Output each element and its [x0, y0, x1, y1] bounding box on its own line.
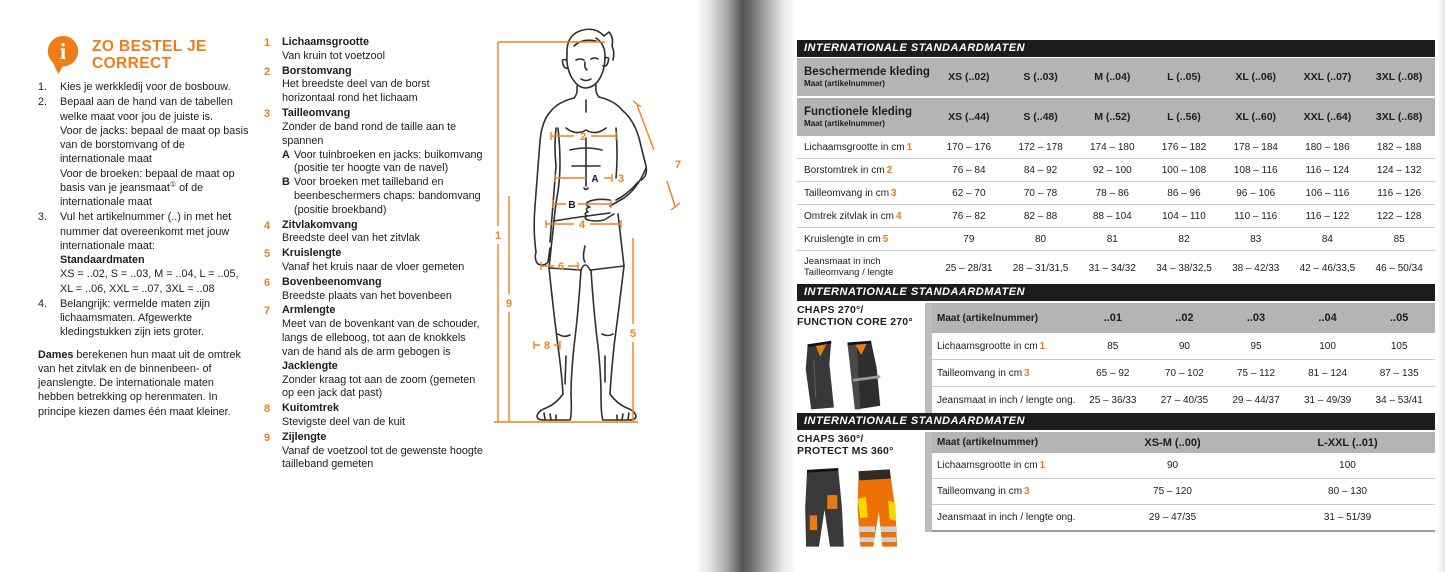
instruction-step	[38, 210, 252, 296]
group-title: Beschermende kleding	[804, 66, 930, 79]
legend-title: Zijlengte	[282, 430, 327, 443]
functional-clothing-header-row	[797, 98, 1435, 136]
table-cell: 105	[1390, 340, 1408, 352]
table-cell: 70 – 78	[1023, 187, 1058, 199]
size-header-row	[925, 303, 1435, 333]
table-cell: 31 – 34/32	[1088, 262, 1136, 274]
chaps-270-image	[797, 333, 909, 413]
page-title-line2: CORRECT	[92, 55, 172, 73]
table-cell: 90	[1178, 340, 1190, 352]
table-cell: 28 – 31/31,5	[1012, 262, 1069, 274]
table-cell: 85	[1107, 340, 1119, 352]
legend-desc: Het breedste deel van de borst horizontaal rond het lichaam	[282, 78, 430, 105]
size-col: ..02	[1175, 312, 1194, 324]
product-title-line1: CHAPS 360°/	[797, 433, 864, 445]
size-col: XL (..06)	[1235, 71, 1277, 83]
legend-item	[264, 304, 484, 401]
figure-label-2: 2	[579, 131, 587, 143]
legend-number: 3	[264, 108, 271, 121]
table-cell: 80	[1035, 233, 1047, 245]
row-ref: 5	[882, 233, 889, 245]
legend-letter: A	[282, 148, 290, 161]
table-header-bar: INTERNATIONALE STANDAARDMATEN	[797, 413, 1435, 430]
size-col: 3XL (..68)	[1375, 111, 1423, 123]
legend-number: 1	[264, 37, 271, 49]
table-cell: 34 – 38/32,5	[1156, 262, 1212, 274]
legend-desc: Van kruin tot voetzool	[282, 49, 386, 62]
size-col: 3XL (..08)	[1375, 71, 1423, 83]
table-cell: 87 – 135	[1379, 367, 1419, 379]
size-col: XXL (..07)	[1303, 71, 1352, 83]
table-cell: 116 – 124	[1305, 164, 1350, 176]
table-cell: 70 – 102	[1164, 367, 1204, 379]
row-label: Jeansmaat in inch	[804, 256, 881, 268]
legend-number: 9	[264, 431, 271, 444]
size-col: ..03	[1246, 312, 1266, 324]
size-col: XS (..02)	[948, 71, 990, 83]
figure-label-1: 1	[494, 230, 502, 242]
table-cell: 88 – 104	[1092, 210, 1132, 222]
standard-sizes-table	[797, 40, 1435, 287]
table-cell: 182 – 188	[1376, 141, 1422, 153]
row-ref: 3	[1024, 367, 1030, 379]
measure-line-B	[553, 200, 611, 208]
ordering-instructions	[38, 80, 252, 430]
table-cell: 86 – 96	[1167, 187, 1201, 199]
page-title-line1: ZO BESTEL JE	[92, 38, 207, 55]
step-text-line: Vul het artikelnummer (..) in met het nummer dat overeenkomt met jouw internationale maat:	[60, 211, 232, 252]
step-text-line: XS = ..02, S = ..03, M = ..04, L = ..05, XL = ..06, XXL = ..07, 3XL = ..08	[60, 268, 239, 295]
legend-title: Tailleomvang	[282, 107, 351, 120]
legend-number: 7	[264, 305, 271, 318]
legend-title: Jacklengte	[282, 359, 338, 372]
info-icon-glyph: i	[59, 38, 67, 64]
legend-item	[264, 65, 484, 106]
table-cell: 170 – 176	[946, 141, 992, 153]
row-ref: 3	[1024, 486, 1030, 497]
step-text-part: of de internationale maat	[60, 181, 204, 208]
legend-number: 6	[264, 276, 271, 289]
legend-title: Zitvlakomvang	[282, 218, 358, 231]
product-title-line2: PROTECT MS 360°	[797, 445, 894, 458]
legend-desc: Breedste deel van het zitvlak	[282, 232, 421, 245]
size-col: M (..52)	[1094, 111, 1131, 123]
product-title-line2: FUNCTION CORE 270°	[797, 316, 913, 329]
table-cell: 84 – 92	[1023, 164, 1058, 176]
measure-line-3	[555, 174, 612, 182]
table-row	[925, 479, 1435, 505]
chaps-270-table	[797, 284, 1435, 406]
chaps-270-size-grid	[925, 303, 1435, 415]
dames-note	[38, 348, 252, 419]
legend-title: Armlengte	[282, 304, 336, 317]
legend-subtext: Voor broeken met tailleband en beenbeschermers chaps: bandomvang (positie broekband)	[294, 176, 481, 216]
figure-label-A: A	[591, 174, 599, 185]
table-cell: 80 – 130	[1328, 486, 1367, 497]
table-cell: 90	[1166, 460, 1179, 471]
figure-label-5: 5	[629, 328, 637, 340]
table-cell: 82	[1178, 233, 1190, 245]
table-cell: 75 – 112	[1236, 367, 1276, 379]
table-cell: 81	[1106, 233, 1118, 245]
table-cell: 65 – 92	[1096, 367, 1130, 379]
legend-subitem	[282, 149, 484, 177]
row-label: Omtrek zitvlak in cm	[804, 210, 895, 222]
legend-number: 2	[264, 65, 271, 78]
step-number: 1.	[38, 81, 48, 93]
row-label: Jeansmaat in inch / lengte ong.	[937, 512, 1076, 523]
protective-clothing-header-row	[797, 58, 1435, 96]
table-cell: 62 – 70	[952, 187, 986, 199]
row-label: Borstomtrek in cm	[804, 164, 885, 176]
instruction-step	[38, 95, 252, 209]
page-heading	[44, 34, 207, 76]
table-cell: 122 – 128	[1376, 210, 1422, 222]
table-row	[925, 387, 1435, 415]
table-header-bar: INTERNATIONALE STANDAARDMATEN	[797, 40, 1435, 57]
table-cell: 78 – 86	[1095, 187, 1129, 199]
table-cell: 174 – 180	[1090, 141, 1135, 153]
dames-note-text: berekenen hun maat uit de omtrek van het zitvlak en de binnenbeen- of jeanslengte. De internationale maten hebben betrekking op herenmaten. In principe kiezen dames één maat kleiner.	[38, 348, 241, 418]
legend-letter: B	[282, 176, 290, 189]
legend-desc: Breedste plaats van het bovenbeen	[282, 289, 452, 302]
table-cell: 116 – 122	[1305, 210, 1350, 222]
table-row	[797, 205, 1435, 228]
table-row	[797, 228, 1435, 251]
row-label: Lichaamsgrootte in cm	[804, 141, 905, 153]
figure-label-B: B	[568, 200, 576, 211]
legend-item	[264, 276, 484, 304]
row-ref: 2	[886, 164, 893, 176]
legend-title: Bovenbeenomvang	[282, 275, 382, 288]
chaps-360-table	[797, 413, 1435, 523]
row-label: Jeansmaat in inch / lengte ong.	[937, 394, 1076, 406]
step-text-part: Voor de broeken: bepaal de maat op basis van je jeansmaat	[60, 167, 235, 194]
table-cell: 180 – 186	[1305, 141, 1350, 153]
table-cell: 27 – 40/35	[1160, 394, 1209, 406]
size-col: M (..04)	[1094, 71, 1131, 83]
legend-desc: Zonder de band rond de taille aan te spannen	[282, 120, 457, 147]
table-cell: 124 – 132	[1376, 164, 1422, 176]
step-text-line	[60, 167, 252, 210]
legend-desc: Vanaf de voetzool tot de gewenste hoogte tailleband gemeten	[282, 444, 483, 471]
product-title-line1: CHAPS 270°/	[797, 304, 864, 316]
row-ref: 1	[1039, 340, 1046, 352]
table-cell: 116 – 126	[1377, 187, 1422, 199]
row-ref: 1	[1039, 460, 1046, 471]
table-row	[797, 182, 1435, 205]
table-row	[797, 159, 1435, 182]
row-label: Lichaamsgrootte in cm	[937, 340, 1038, 352]
group-title: Functionele kleding	[804, 106, 912, 119]
product-title	[797, 433, 923, 458]
legend-desc: Meet van de bovenkant van de schouder, langs de elleboog, tot aan de knokkels van de hand als de arm gebogen is	[282, 318, 480, 358]
step-text: Kies je werkkledij voor de bosbouw.	[60, 81, 231, 93]
table-cell: 25 – 36/33	[1089, 394, 1137, 406]
table-cell: 82 – 88	[1023, 210, 1058, 222]
figure-label-9: 9	[505, 298, 513, 310]
size-col: XXL (..64)	[1303, 111, 1352, 123]
table-cell: 110 – 116	[1234, 210, 1278, 222]
size-col: XL (..60)	[1235, 111, 1277, 123]
legend-subitem	[282, 176, 484, 217]
table-cell: 29 – 47/35	[1148, 512, 1197, 523]
row-label: Tailleomvang in cm	[937, 367, 1023, 379]
legend-item	[264, 219, 484, 247]
table-cell: 106 – 116	[1305, 187, 1350, 199]
chaps-360-image	[797, 462, 909, 554]
size-col: XS (..44)	[948, 111, 990, 123]
table-cell: 42 – 46/33,5	[1299, 262, 1356, 274]
legend-desc: Zonder kraag tot aan de zoom (gemeten op een jack dat past)	[282, 373, 476, 400]
table-row	[797, 251, 1435, 287]
group-subtitle: Maat (artikelnummer)	[804, 118, 885, 128]
row-label: Lichaamsgrootte in cm	[937, 460, 1038, 471]
table-cell: 85	[1393, 233, 1405, 245]
row-ref: 1	[906, 141, 913, 153]
instruction-step	[38, 297, 252, 340]
table-cell: 172 – 178	[1018, 141, 1063, 153]
table-header-bar: INTERNATIONALE STANDAARDMATEN	[797, 284, 1435, 301]
legend-number: 5	[264, 248, 271, 261]
dames-note-bold: Dames	[38, 348, 74, 361]
table-cell: 25 – 28/31	[945, 262, 993, 274]
info-icon	[44, 34, 82, 76]
legend-item	[264, 36, 484, 64]
figure-label-7: 7	[674, 159, 682, 171]
step-text: Belangrijk: vermelde maten zijn lichaamsmaten. Afgewerkte kledingstukken zijn iets groter.	[60, 297, 211, 339]
table-cell: 31 – 51/39	[1323, 512, 1372, 523]
legend-item	[264, 247, 484, 275]
table-cell: 96 – 106	[1236, 187, 1276, 199]
table-row	[797, 136, 1435, 159]
table-cell: 76 – 82	[952, 210, 986, 222]
step-number: 4.	[38, 297, 48, 310]
instruction-step	[38, 80, 252, 94]
figure-label-8: 8	[543, 340, 551, 352]
legend-item	[264, 431, 484, 472]
step-text	[60, 95, 252, 209]
size-header-row	[925, 432, 1435, 453]
product-block	[797, 433, 923, 559]
table-row	[925, 333, 1435, 360]
step-number: 3.	[38, 211, 48, 224]
table-cell: 83	[1250, 233, 1262, 245]
table-cell: 176 – 182	[1161, 141, 1207, 153]
row-label: Tailleomvang in cm	[804, 187, 890, 199]
row-label: Tailleomvang in cm	[937, 486, 1023, 497]
page-edge-shadow	[1437, 0, 1445, 572]
size-col: ..04	[1318, 312, 1337, 324]
table-cell: 81 – 124	[1308, 367, 1348, 379]
figure-label-6: 6	[557, 261, 565, 273]
legend-title: Lichaamsgrootte	[282, 36, 369, 48]
size-col: L-XXL (..01)	[1317, 436, 1378, 449]
product-block	[797, 304, 923, 418]
step-text	[60, 210, 252, 296]
size-col: ..01	[1103, 312, 1122, 324]
size-tables-page	[797, 0, 1435, 572]
table-cell: 95	[1250, 340, 1262, 352]
table-cell: 100	[1319, 340, 1336, 352]
row-ref: 4	[896, 210, 902, 222]
legend-desc: Stevigste deel van de kuit	[282, 415, 406, 428]
page-spine-shadow	[695, 0, 795, 572]
table-cell: 84	[1321, 233, 1333, 245]
legend-title: Kruislengte	[282, 247, 342, 260]
size-col: S (..03)	[1023, 71, 1058, 83]
size-col: S (..48)	[1023, 111, 1058, 123]
measurement-labels	[495, 131, 681, 352]
figure-label-4: 4	[578, 219, 586, 231]
group-subtitle: Maat (artikelnummer)	[804, 78, 885, 88]
measure-line-7	[633, 101, 680, 210]
chaps-360-size-grid	[925, 432, 1435, 532]
table-row	[925, 360, 1435, 387]
table-cell: 76 – 84	[952, 164, 986, 176]
legend-number: 8	[264, 403, 271, 416]
maat-label: Maat (artikelnummer)	[937, 312, 1039, 324]
step-text-line: Voor de jacks: bepaal de maat op basis van de borstomvang of de internationale maat	[60, 124, 249, 166]
table-row	[925, 505, 1435, 532]
row-label: Kruislengte in cm	[804, 233, 881, 245]
step-text-bold: Standaardmaten	[60, 254, 145, 266]
maat-label: Maat (artikelnummer)	[937, 437, 1039, 448]
table-cell: 46 – 50/34	[1375, 262, 1423, 274]
legend-number: 4	[264, 219, 271, 232]
measurement-lines	[494, 42, 680, 422]
row-ref: 3	[891, 187, 897, 199]
legend-desc: Vanaf het kruis naar de vloer gemeten	[282, 261, 465, 273]
product-title	[797, 304, 923, 329]
table-cell: 108 – 116	[1233, 164, 1278, 176]
body-measurement-figure	[478, 16, 700, 462]
table-cell: 100 – 108	[1161, 164, 1207, 176]
size-col: L (..56)	[1167, 111, 1201, 123]
legend-subtext: Voor tuinbroeken en jacks: buikomvang (positie ter hoogte van de navel)	[294, 148, 483, 175]
table-cell: 79	[963, 233, 975, 245]
size-col: ..05	[1390, 312, 1409, 324]
table-cell: 92 – 100	[1092, 164, 1132, 176]
table-row	[925, 453, 1435, 479]
legend-item	[264, 402, 484, 430]
table-cell: 38 – 42/33	[1232, 262, 1280, 274]
table-cell: 104 – 110	[1162, 210, 1206, 222]
row-label-line2: Tailleomvang / lengte	[804, 267, 894, 278]
table-cell: 100	[1339, 460, 1356, 471]
measurement-legend	[264, 36, 484, 473]
legend-title: Kuitomtrek	[282, 402, 339, 415]
page-title	[92, 38, 207, 73]
figure-label-3: 3	[617, 173, 625, 185]
size-col: XS-M (..00)	[1144, 436, 1201, 449]
footnote-mark: ①	[169, 181, 177, 189]
legend-item	[264, 107, 484, 218]
size-col: L (..05)	[1167, 71, 1201, 83]
step-number: 2.	[38, 96, 48, 109]
table-cell: 178 – 184	[1233, 141, 1278, 153]
legend-title: Borstomvang	[282, 64, 352, 77]
step-text-line: Bepaal aan de hand van de tabellen welke maat voor jou de juiste is.	[60, 96, 233, 123]
table-cell: 34 – 53/41	[1375, 394, 1423, 406]
table-cell: 31 – 49/39	[1303, 394, 1352, 406]
table-cell: 29 – 44/37	[1232, 394, 1280, 406]
table-cell: 75 – 120	[1153, 486, 1192, 497]
